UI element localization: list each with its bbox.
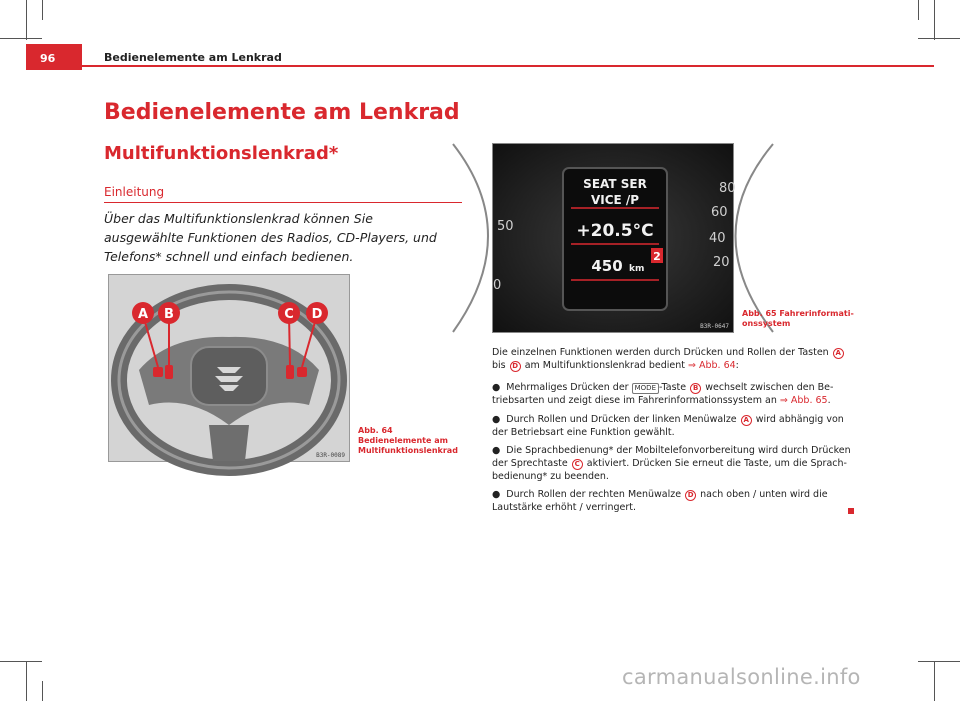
caption-text: Fahrerinformationssystem [742, 309, 854, 328]
crop-mark [918, 38, 960, 39]
bullet-icon: ● [492, 445, 501, 456]
display-temperature: +20.5°C [576, 221, 654, 241]
link-abb-64[interactable]: ⇒ Abb. 64 [688, 360, 736, 371]
gauge-right-60: 60 [711, 205, 728, 220]
section-heading: Einleitung [104, 185, 165, 199]
display-line-2: VICE /P [590, 193, 640, 207]
page-number-tab [26, 44, 82, 70]
bullet-icon: ● [492, 414, 501, 425]
figure-code: B3R-0647 [700, 323, 729, 330]
bullet-item-mode: ● Mehrmaliges Drücken der MODE -Taste B wechselt zwischen den Betriebsarten und zeigt diese im Fahrerinformationssystem an ⇒ Abb. 65. [492, 382, 834, 406]
gauge-right-80: 80 [719, 181, 736, 196]
display-distance-unit: km [629, 264, 645, 274]
bullet-icon: ● [492, 489, 501, 500]
link-abb-65[interactable]: ⇒ Abb. 65 [779, 395, 828, 406]
caption-number: Abb. 65 [742, 309, 777, 318]
marker-c: C [572, 459, 583, 470]
marker-d: D [685, 490, 696, 501]
bullet-item-left-wheel: ● Durch Rollen und Drücken der linken Menüwalze A wird abhängig von der Betriebsart eine Funktion gewählt. [492, 414, 844, 438]
marker-d: D [510, 361, 521, 372]
display-marker-2: 2 [653, 250, 661, 263]
section-end-marker [848, 508, 854, 514]
sub-heading: Multifunktionslenkrad* [104, 143, 339, 164]
section-rule [104, 202, 462, 203]
label-d: D [311, 307, 323, 322]
figure-driver-info-display [492, 143, 734, 333]
running-header-title: Bedienelemente am Lenkrad [104, 51, 282, 64]
gauge-left-0: 0 [493, 278, 502, 293]
figure-code: B3R-0089 [316, 452, 345, 459]
label-b: B [164, 307, 174, 322]
figure-steering-wheel [108, 274, 350, 462]
page-number: 96 [40, 52, 56, 65]
crop-mark [26, 661, 27, 701]
crop-mark [918, 0, 919, 20]
gauge-right-20: 20 [713, 255, 730, 270]
steering-wheel-illustration [109, 275, 349, 461]
crop-mark [934, 661, 935, 701]
caption-text: Bedienelemente am Multifunktionslenkrad [358, 436, 458, 455]
crop-mark [934, 0, 935, 40]
crop-mark [42, 681, 43, 701]
label-a: A [137, 307, 149, 322]
gauge-left-50: 50 [497, 219, 514, 234]
marker-a: A [741, 415, 752, 426]
main-heading: Bedienelemente am Lenkrad [104, 100, 460, 125]
figure-65-caption [742, 309, 854, 329]
intro-paragraph: Über das Multifunktionslenkrad können Sie ausgewählte Funktionen des Radios, CD-Players, und Telefons* schnell und einfach bedienen. [104, 211, 437, 264]
marker-b: B [690, 383, 701, 394]
bullet-item-voice: ● Die Sprachbedienung* der Mobiltelefonvorbereitung wird durch Drücken der Sprechtaste C aktiviert. Drücken Sie erneut die Taste, um die Sprachbedienung* zu beenden. [492, 445, 851, 482]
marker-a: A [833, 348, 844, 359]
instrument-cluster-illustration [493, 144, 736, 332]
paragraph-functions: Die einzelnen Funktionen werden durch Drücken und Rollen der Tasten A bis D am Multifunktionslenkrad bedient ⇒ Abb. 64: [492, 346, 854, 372]
bullet-item-right-wheel: ● Durch Rollen der rechten Menüwalze D nach oben / unten wird die Lautstärke erhöht / verringert. [492, 489, 828, 513]
label-c: C [284, 307, 294, 322]
display-line-1: SEAT SER [583, 177, 647, 191]
crop-mark [0, 661, 42, 662]
crop-mark [0, 38, 42, 39]
caption-number: Abb. 64 [358, 426, 393, 435]
crop-mark [918, 661, 960, 662]
watermark: carmanualsonline.info [622, 665, 861, 689]
gauge-right-40: 40 [709, 231, 726, 246]
mode-key-label: MODE [632, 383, 659, 394]
crop-mark [42, 0, 43, 20]
crop-mark [26, 0, 27, 40]
figure-64-caption [358, 426, 464, 456]
bullet-icon: ● [492, 382, 501, 393]
display-distance: 450 [591, 257, 623, 275]
header-rule [82, 65, 934, 67]
